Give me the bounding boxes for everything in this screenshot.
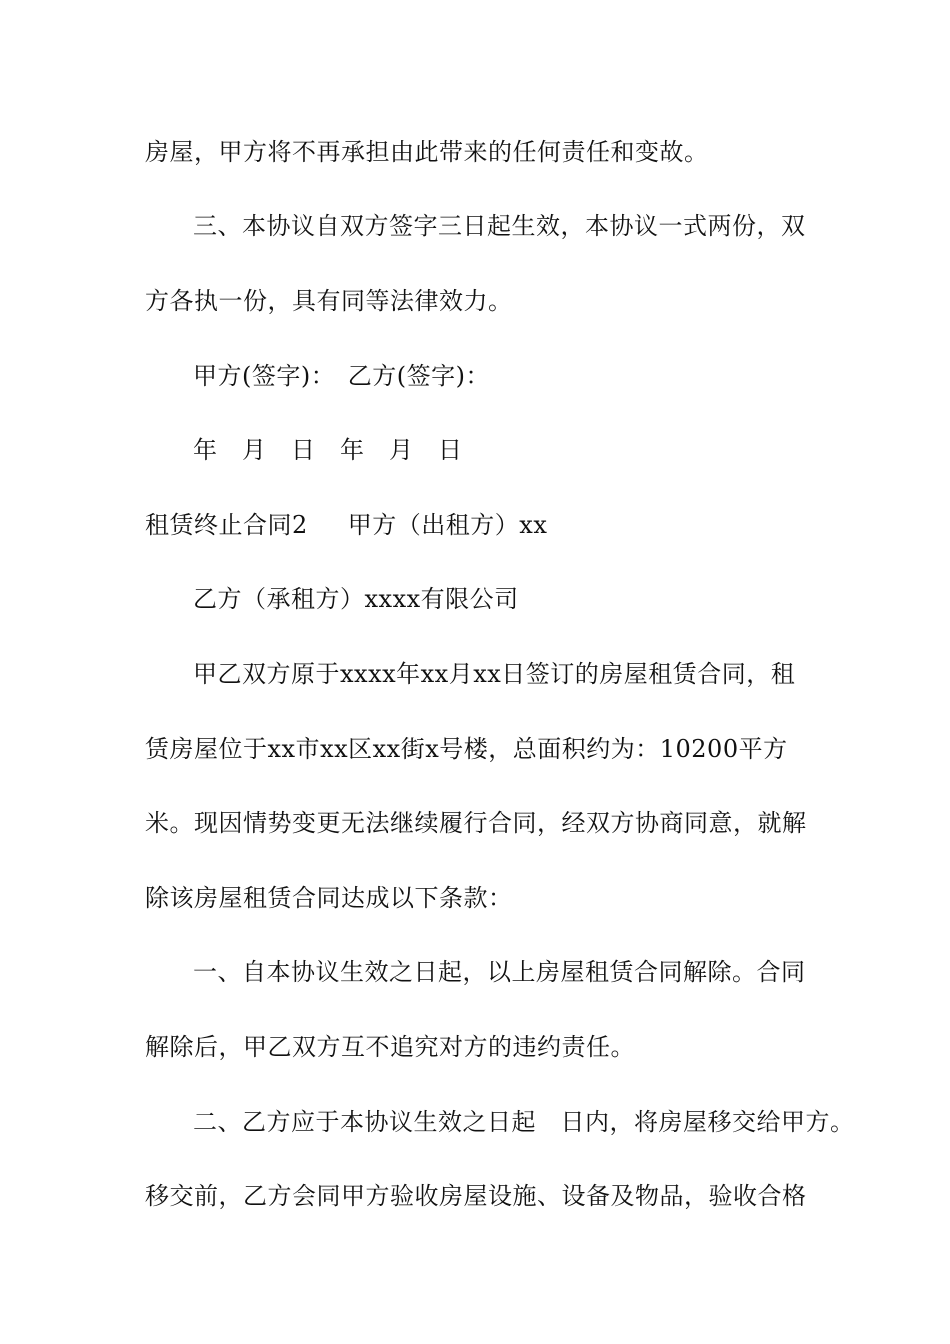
paragraph-line: 方各执一份，具有同等法律效力。 bbox=[145, 287, 513, 315]
paragraph-line: 三、本协议自双方签字三日起生效，本协议一式两份，双 bbox=[193, 212, 806, 240]
paragraph-line: 甲乙双方原于xxxx年xx月xx日签订的房屋租赁合同，租 bbox=[193, 660, 796, 688]
party-b: 乙方（承租方）xxxx有限公司 bbox=[193, 585, 519, 613]
contract-heading-line bbox=[145, 510, 547, 540]
paragraph-line: 除该房屋租赁合同达成以下条款： bbox=[145, 884, 513, 912]
contract-title: 租赁终止合同2 bbox=[145, 511, 308, 539]
paragraph-line: 二、乙方应于本协议生效之日起 日内，将房屋移交给甲方。 bbox=[193, 1108, 855, 1136]
paragraph-line: 米。现因情势变更无法继续履行合同，经双方协商同意，就解 bbox=[145, 809, 807, 837]
party-a: 甲方（出租方）xx bbox=[347, 511, 548, 539]
date-line: 年 月 日 年 月 日 bbox=[193, 436, 463, 464]
paragraph-line: 移交前，乙方会同甲方验收房屋设施、设备及物品，验收合格 bbox=[145, 1182, 807, 1210]
signature-line: 甲方(签字)： 乙方(签字)： bbox=[193, 362, 490, 390]
paragraph-line: 一、自本协议生效之日起，以上房屋租赁合同解除。合同 bbox=[193, 958, 806, 986]
paragraph-line: 解除后，甲乙双方互不追究对方的违约责任。 bbox=[145, 1033, 635, 1061]
paragraph-line: 赁房屋位于xx市xx区xx街x号楼，总面积约为：10200平方 bbox=[145, 735, 788, 763]
paragraph-line: 房屋，甲方将不再承担由此带来的任何责任和变故。 bbox=[145, 138, 709, 166]
